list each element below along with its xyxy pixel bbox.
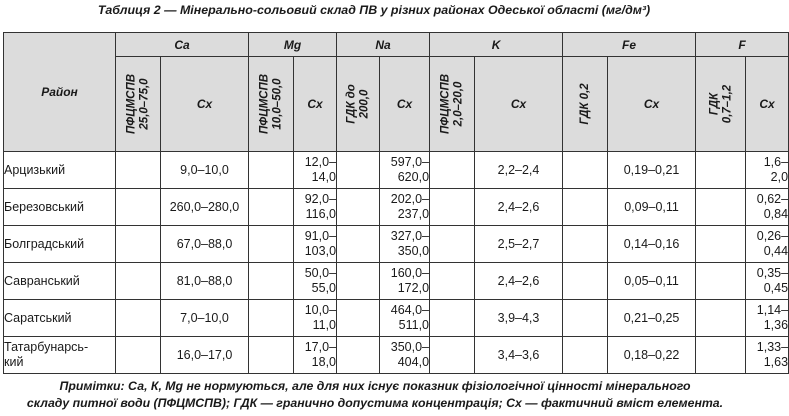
norm-empty-cell — [337, 337, 380, 374]
norm-empty-cell — [563, 152, 608, 189]
mineral-composition-table — [3, 32, 789, 374]
norm-empty-cell — [116, 337, 161, 374]
norm-empty-cell — [563, 337, 608, 374]
norm-empty-cell — [249, 189, 294, 226]
norm-empty-cell — [430, 189, 475, 226]
norm-empty-cell — [430, 226, 475, 263]
norm-empty-cell — [563, 226, 608, 263]
na-value-cell: 350,0– 404,0 — [380, 337, 430, 374]
norm-empty-cell — [430, 263, 475, 300]
ca-value-cell: 7,0–10,0 — [161, 300, 249, 337]
header-na-norm — [337, 57, 380, 152]
k-value-cell: 2,2–2,4 — [475, 152, 563, 189]
norm-empty-cell — [249, 337, 294, 374]
district-cell: Татарбунарсь- кий — [4, 337, 116, 374]
mg-value-cell: 50,0– 55,0 — [294, 263, 337, 300]
k-value-cell: 3,9–4,3 — [475, 300, 563, 337]
table-row — [4, 337, 789, 374]
norm-line: 0,7–1,2 — [720, 84, 733, 124]
table-row — [4, 152, 789, 189]
norm-line: ГДК 0,2 — [578, 83, 591, 125]
norm-empty-cell — [430, 300, 475, 337]
header-district: Район — [4, 33, 116, 152]
norm-empty-cell — [116, 189, 161, 226]
norm-empty-cell — [430, 337, 475, 374]
norm-empty-cell — [337, 300, 380, 337]
table-row — [4, 189, 789, 226]
norm-empty-cell — [249, 263, 294, 300]
norm-empty-cell — [696, 226, 746, 263]
header-k-actual: Сх — [475, 57, 563, 152]
table-title: Таблиця 2 — Мінерально-сольовий склад ПВ у різних районах Одеської області (мг/дм³) — [97, 3, 651, 17]
ca-value-cell: 16,0–17,0 — [161, 337, 249, 374]
ca-value-cell: 260,0–280,0 — [161, 189, 249, 226]
district-cell: Арцизький — [4, 152, 116, 189]
fe-value-cell: 0,19–0,21 — [608, 152, 696, 189]
mg-value-cell: 12,0– 14,0 — [294, 152, 337, 189]
norm-empty-cell — [116, 263, 161, 300]
norm-empty-cell — [563, 263, 608, 300]
table-row — [4, 300, 789, 337]
k-value-cell: 3,4–3,6 — [475, 337, 563, 374]
na-value-cell: 202,0– 237,0 — [380, 189, 430, 226]
header-f-norm — [696, 57, 746, 152]
norm-line: ПФЦМСПВ — [125, 73, 138, 135]
norm-empty-cell — [249, 152, 294, 189]
notes-line-1: Примітки: Са, К, Mg не нормуються, але для них існує показник фізіологічної цінності мінерального — [59, 379, 691, 393]
norm-empty-cell — [116, 152, 161, 189]
norm-empty-cell — [337, 263, 380, 300]
fe-value-cell: 0,09–0,11 — [608, 189, 696, 226]
table-notes — [4, 378, 746, 411]
k-value-cell: 2,5–2,7 — [475, 226, 563, 263]
header-na: Na — [337, 33, 430, 57]
norm-empty-cell — [116, 226, 161, 263]
norm-line: ГДК до — [345, 84, 358, 124]
norm-line: ПФЦМСПВ — [439, 73, 452, 135]
header-k: K — [430, 33, 563, 57]
ca-value-cell: 67,0–88,0 — [161, 226, 249, 263]
ca-value-cell: 81,0–88,0 — [161, 263, 249, 300]
norm-empty-cell — [696, 152, 746, 189]
f-value-cell: 0,62– 0,84 — [746, 189, 789, 226]
header-na-actual: Сх — [380, 57, 430, 152]
f-value-cell: 0,26– 0,44 — [746, 226, 789, 263]
header-mg-norm — [249, 57, 294, 152]
norm-empty-cell — [249, 300, 294, 337]
norm-line: ГДК — [708, 92, 721, 116]
f-value-cell: 1,6– 2,0 — [746, 152, 789, 189]
header-mg-actual: Сх — [294, 57, 337, 152]
ca-value-cell: 9,0–10,0 — [161, 152, 249, 189]
norm-empty-cell — [337, 152, 380, 189]
header-fe-norm — [563, 57, 608, 152]
header-k-norm — [430, 57, 475, 152]
table-body — [4, 152, 789, 374]
norm-line: 2,0–20,0 — [452, 81, 465, 127]
mg-value-cell: 92,0– 116,0 — [294, 189, 337, 226]
na-value-cell: 464,0– 511,0 — [380, 300, 430, 337]
f-value-cell: 1,14– 1,36 — [746, 300, 789, 337]
norm-empty-cell — [696, 263, 746, 300]
header-f-actual: Сх — [746, 57, 789, 152]
district-cell: Березовський — [4, 189, 116, 226]
mg-value-cell: 10,0– 11,0 — [294, 300, 337, 337]
norm-empty-cell — [430, 152, 475, 189]
norm-line: 200,0 — [358, 89, 371, 119]
f-value-cell: 1,33– 1,63 — [746, 337, 789, 374]
fe-value-cell: 0,05–0,11 — [608, 263, 696, 300]
header-fe-actual: Сх — [608, 57, 696, 152]
norm-empty-cell — [696, 337, 746, 374]
norm-line: ПФЦМСПВ — [258, 73, 271, 135]
norm-empty-cell — [563, 300, 608, 337]
norm-empty-cell — [696, 189, 746, 226]
notes-line-2: складу питної води (ПФЦМСПВ); ГДК — гранично допустима концентрація; Сх — фактичний вміст елемента. — [26, 395, 724, 410]
fe-value-cell: 0,18–0,22 — [608, 337, 696, 374]
district-cell: Болградський — [4, 226, 116, 263]
norm-empty-cell — [563, 189, 608, 226]
district-cell: Саратський — [4, 300, 116, 337]
district-cell: Савранський — [4, 263, 116, 300]
norm-empty-cell — [337, 189, 380, 226]
mg-value-cell: 91,0– 103,0 — [294, 226, 337, 263]
k-value-cell: 2,4–2,6 — [475, 189, 563, 226]
na-value-cell: 597,0– 620,0 — [380, 152, 430, 189]
norm-line: 25,0–75,0 — [138, 78, 150, 130]
table-row — [4, 263, 789, 300]
fe-value-cell: 0,14–0,16 — [608, 226, 696, 263]
norm-empty-cell — [337, 226, 380, 263]
na-value-cell: 327,0– 350,0 — [380, 226, 430, 263]
header-ca: Ca — [116, 33, 249, 57]
norm-empty-cell — [249, 226, 294, 263]
header-mg: Mg — [249, 33, 337, 57]
fe-value-cell: 0,21–0,25 — [608, 300, 696, 337]
mg-value-cell: 17,0– 18,0 — [294, 337, 337, 374]
header-ca-norm — [116, 57, 161, 152]
norm-empty-cell — [116, 300, 161, 337]
f-value-cell: 0,35– 0,45 — [746, 263, 789, 300]
k-value-cell: 2,4–2,6 — [475, 263, 563, 300]
norm-empty-cell — [696, 300, 746, 337]
table-row — [4, 226, 789, 263]
header-f: F — [696, 33, 789, 57]
na-value-cell: 160,0– 172,0 — [380, 263, 430, 300]
header-ca-actual: Сх — [161, 57, 249, 152]
header-fe: Fe — [563, 33, 696, 57]
norm-line: 10,0–50,0 — [271, 78, 283, 130]
